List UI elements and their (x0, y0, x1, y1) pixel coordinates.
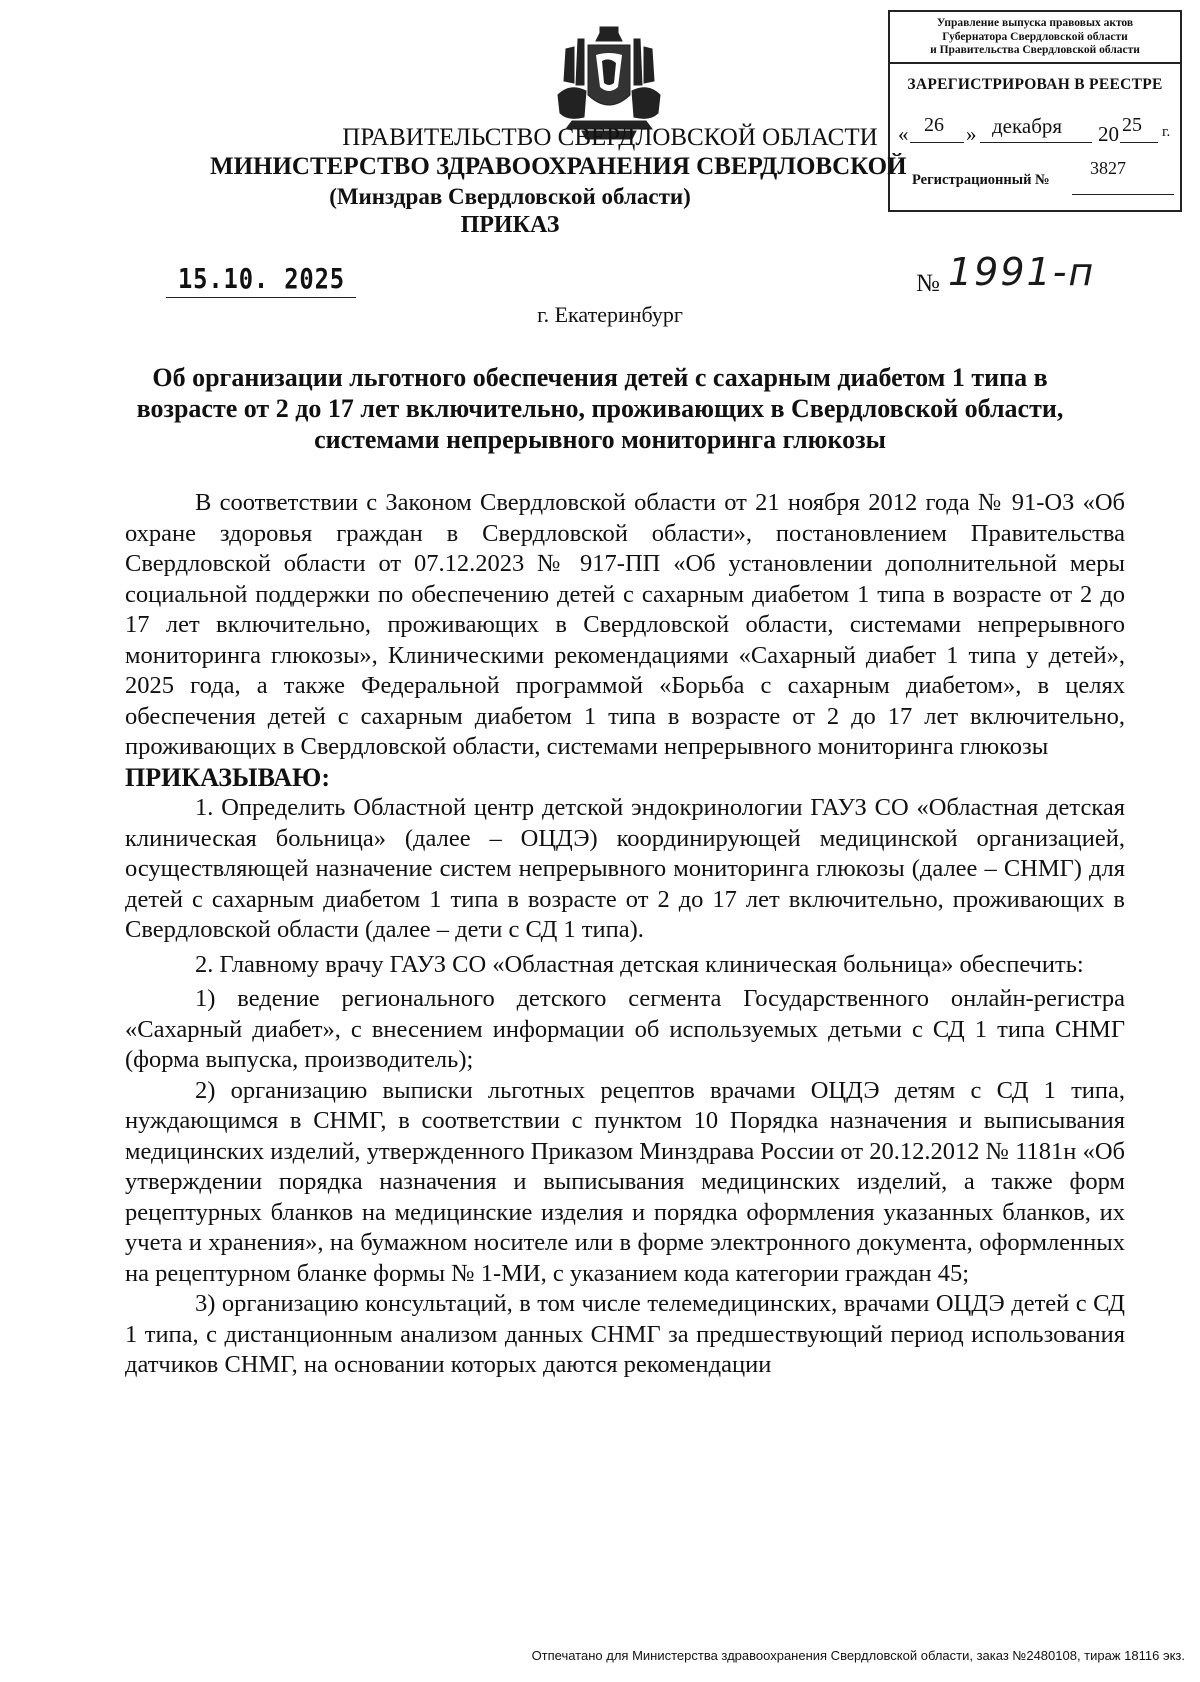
item-2: 2. Главному врачу ГАУЗ СО «Областная детская клиническая больница» обеспечить: (195, 950, 1084, 978)
document-body (125, 488, 1125, 1381)
ministry-short-name: (Минздрав Свердловской области) (329, 184, 691, 209)
government-name: ПРАВИТЕЛЬСТВО СВЕРДЛОВСКОЙ ОБЛАСТИ (342, 124, 878, 151)
item-1: 1. Определить Областной центр детской эндокринологии ГАУЗ СО «Областная детская клиническая больница» (далее – ОЦДЭ) координирующей медицинской организацией, осуществляющей назначение систем непрерывного мониторинга глюкозы (далее – СНМГ) для детей с сахарным диабетом 1 типа в возрасте от 2 до 17 лет включительно, проживающих в Свердловской области (далее – дети с СД 1 типа). (125, 794, 1125, 943)
order-number-label: № (916, 270, 940, 297)
stamp-header-line: Губернатора Свердловской области (942, 30, 1128, 43)
command-heading: ПРИКАЗЫВАЮ: (125, 762, 330, 792)
stamp-reg-label: Регистрационный № (912, 172, 1050, 188)
stamp-year-suffix: 25 (1122, 114, 1142, 136)
stamp-header (890, 12, 1180, 64)
stamp-close-quote: » (966, 122, 977, 146)
stamp-month: декабря (992, 114, 1063, 138)
subitem-2: 2) организацию выписки льготных рецептов врачами ОЦДЭ детям с СД 1 типа, нуждающимся в СНМГ, в соответствии с пунктом 10 Порядка назначения и выписывания медицинских изделий, утвержденного Приказом Минздрава России от 20.12.2012 № 1181н «Об утверждении порядка назначения и выписывания медицинских изделий, а также форм рецептурных бланков на медицинские изделия и порядка оформления указанных бланков, их учета и хранения», на бумажном носителе или в форме электронного документа, оформленных на рецептурном бланке формы № 1-МИ, с указанием кода категории граждан 45; (125, 1076, 1125, 1287)
preamble-paragraph: В соответствии с Законом Свердловской области от 21 ноября 2012 года № 91-ОЗ «Об охране здоровья граждан в Свердловской области», постановлением Правительства Свердловской области от 07.12.2023 № 917-ПП «Об установлении дополнительной меры социальной поддержки по обеспечению детей с сахарным диабетом 1 типа в возрасте от 2 до 17 лет включительно, проживающих в Свердловской области, системами непрерывного мониторинга глюкозы», Клиническими рекомендациями «Сахарный диабет 1 типа у детей», 2025 года, а также Федеральной программой «Борьба с сахарным диабетом», в целях обеспечения детей с сахарным диабетом 1 типа в возрасте от 2 до 17 лет включительно, проживающих в Свердловской области, системами непрерывного мониторинга глюкозы (125, 489, 1125, 760)
registration-stamp (888, 10, 1182, 212)
city: г. Екатеринбург (537, 302, 683, 327)
stamp-year-unit: г. (1162, 124, 1171, 140)
print-footer: Отпечатано для Министерства здравоохранения Свердловской области, заказ №2480108, тираж 18116 экз. (531, 1648, 1185, 1663)
stamp-header-line: Управление выпуска правовых актов (936, 17, 1134, 29)
order-date: 15.10. 2025 (178, 262, 345, 295)
stamp-open-quote: « (898, 122, 909, 146)
date-underline (166, 297, 356, 298)
stamp-year-prefix: 20 (1098, 122, 1119, 146)
order-number: 1991-п (948, 250, 1096, 294)
subitem-3: 3) организацию консультаций, в том числе телемедицинских, врачами ОЦДЭ детей с СД 1 типа, с дистанционным анализом данных СНМГ за предшествующий период использования датчиков СНМГ, на основании которых даются рекомендации (125, 1290, 1125, 1378)
ministry-name: МИНИСТЕРСТВО ЗДРАВООХРАНЕНИЯ СВЕРДЛОВСКОЙ (210, 153, 907, 180)
stamp-header-line: и Правительства Свердловской области (930, 44, 1140, 56)
stamp-registered-label: ЗАРЕГИСТРИРОВАН В РЕЕСТРЕ (907, 76, 1163, 93)
stamp-day: 26 (924, 114, 944, 136)
document-title: Об организации льготного обеспечения детей с сахарным диабетом 1 типа в возрасте от 2 до 17 лет включительно, проживающих в Свердловской области, системами непрерывного мониторинга глюкозы (136, 363, 1064, 454)
document-type: ПРИКАЗ (460, 212, 560, 238)
subitem-1: 1) ведение регионального детского сегмента Государственного онлайн-регистра «Сахарный диабет», с внесением информации об используемых детьми с СД 1 типа СНМГ (форма выпуска, производитель); (125, 985, 1125, 1073)
stamp-reg-number: 3827 (1090, 158, 1126, 178)
